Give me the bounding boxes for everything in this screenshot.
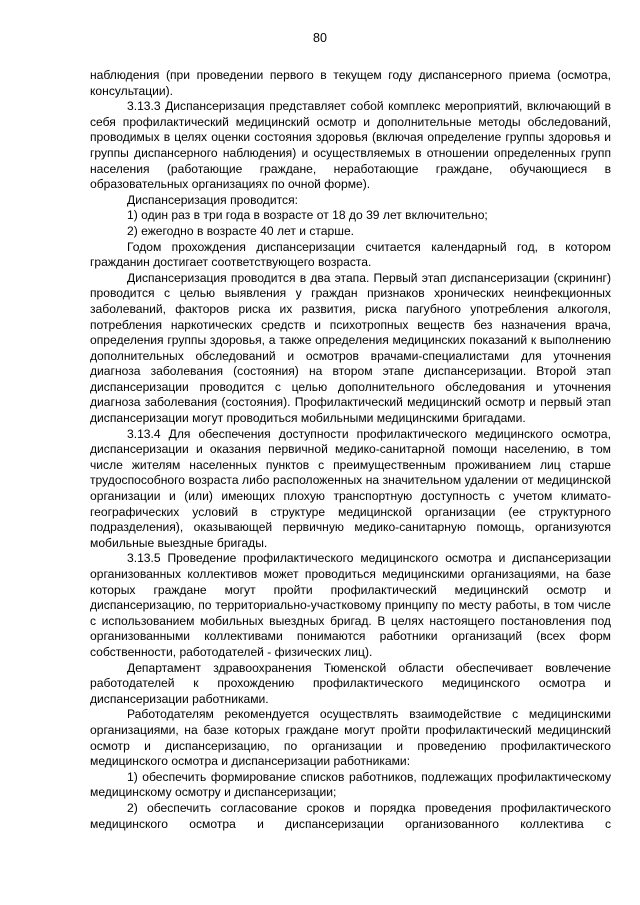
page-number: 80 (313, 31, 327, 45)
list-item-1: 1) один раз в три года в возрасте от 18 до 39 лет включительно; (127, 208, 488, 223)
paragraph-department: Департамент здравоохранения Тюменской области обеспечивает вовлечение работодателей к прохождению профилактического медицинского осмотра и диспансеризации работниками. (90, 660, 611, 706)
employer-list-item-2: 2) обеспечить согласование сроков и порядка проведения профилактического медицинского осмотра и диспансеризации организованного коллектива с (90, 800, 611, 831)
paragraph-two-stages: Диспансеризация проводится в два этапа. Первый этап диспансеризации (скрининг) проводится с целью выявления у граждан признаков хронических неинфекционных заболеваний, факторов риска их развития, риска пагубного употребления алкоголя, потребления наркотических средств и психотропных веществ без назначения врача, определения группы здоровья, а также определения медицинских показаний к выполнению дополнительных обследований и осмотров врачами-специалистами для уточнения диагноза заболевания (состояния) на втором этапе диспансеризации. Второй этап диспансеризации проводится с целью дополнительного обследования и уточнения диагноза заболевания (состояния). Профилактический медицинский осмотр и первый этап диспансеризации могут проводиться мобильными медицинскими бригадами. (90, 270, 611, 426)
paragraph-employers: Работодателям рекомендуется осуществлять взаимодействие с медицинскими организациями, на базе которых граждане могут пройти профилактический медицинский осмотр и диспансеризацию, по организации и проведению профилактического медицинского осмотра и диспансеризации работниками: (90, 707, 611, 769)
paragraph-dispanserization-intro: Диспансеризация проводится: (127, 192, 298, 207)
paragraph-continuation: наблюдения (при проведении первого в текущем году диспансерного приема (осмотра, консультации). (90, 68, 611, 98)
list-item-2: 2) ежегодно в возрасте 40 лет и старше. (127, 223, 355, 238)
paragraph-3-13-5: 3.13.5 Проведение профилактического медицинского осмотра и диспансеризации организованных коллективов может проводиться медицинскими организациями, на базе которых граждане могут пройти профилактический медицинский осмотр и диспансеризацию, по территориально-участковому принципу по месту работы, в том числе с использованием мобильных выездных бригад. В целях настоящего постановления под организованными коллективами понимаются работники организаций (всех форм собственности, работодателей - физических лиц). (90, 551, 611, 659)
document-body (90, 68, 611, 832)
employer-list-item-1: 1) обеспечить формирование списков работников, подлежащих профилактическому медицинскому осмотру и диспансеризации; (90, 769, 611, 800)
paragraph-year-definition: Годом прохождения диспансеризации считается календарный год, в котором гражданин достигает соответствующего возраста. (90, 239, 611, 270)
paragraph-3-13-4: 3.13.4 Для обеспечения доступности профилактического медицинского осмотра, диспансеризации и оказания первичной медико-санитарной помощи населению, в том числе жителям населенных пунктов с преимущественным проживанием лиц старше трудоспособного возраста либо расположенных на значительном удалении от медицинской организации и (или) имеющих плохую транспортную доступность с учетом климато-географических условий в структуре медицинской организации (ее структурного подразделения), оказывающей первичную медико-санитарную помощь, организуются мобильные выездные бригады. (90, 426, 611, 550)
paragraph-3-13-3: 3.13.3 Диспансеризация представляет собой комплекс мероприятий, включающий в себя профилактический медицинский осмотр и дополнительные методы обследований, проводимых в целях оценки состояния здоровья (включая определение группы здоровья и группы диспансерного наблюдения) и осуществляемых в отношении определенных групп населения (работающие граждане, неработающие граждане, обучающиеся в образовательных организациях по очной форме). (90, 99, 611, 192)
